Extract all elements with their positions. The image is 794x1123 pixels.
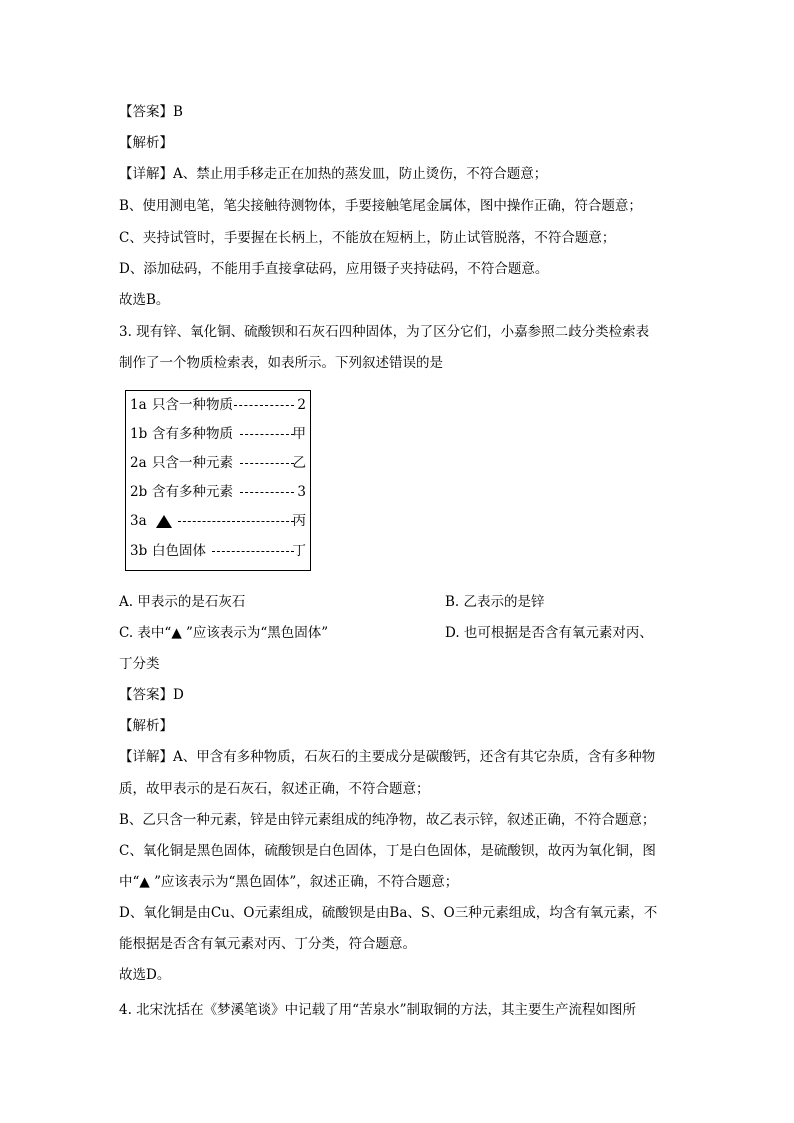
q4-stem: 4. 北宋沈括在《梦溪笔谈》中记载了用“苦泉水”制取铜的方法，其主要生产流程如图所 <box>119 1002 636 1018</box>
key-result: 乙 <box>292 455 306 471</box>
q3-option-b[interactable]: B. 乙表示的是锌 <box>445 594 545 610</box>
key-row <box>130 511 306 531</box>
q2-detail-d: D、添加砝码，不能用手直接拿砝码，应用镊子夹持砝码，不符合题意。 <box>119 261 549 277</box>
q2-choose: 故选B。 <box>119 292 170 308</box>
key-dots <box>178 521 294 522</box>
triangle-icon <box>156 515 172 528</box>
key-code: 3a <box>130 513 147 529</box>
key-row <box>130 541 306 561</box>
key-text: 白色固体 <box>152 543 206 559</box>
q3-option-d[interactable]: D. 也可根据是否含有氧元素对丙、 <box>445 625 653 641</box>
key-dots <box>240 463 294 464</box>
q3-detail-line2: 质，故甲表示的是石灰石，叙述正确，不符合题意； <box>119 781 430 797</box>
q3-answer: 【答案】D <box>119 687 184 703</box>
q3-detail-c1: C、氧化铜是黑色固体，硫酸钡是白色固体，丁是白色固体，是硫酸钡，故丙为氧化铜，图 <box>119 843 656 859</box>
q3-detail-b: B、乙只含一种元素，锌是由锌元素组成的纯净物，故乙表示锌，叙述正确，不符合题意； <box>119 812 656 828</box>
key-text: 含有多种元素 <box>152 484 233 500</box>
q2-analysis-heading: 【解析】 <box>119 135 173 151</box>
key-text: 只含一种元素 <box>152 455 233 471</box>
key-dots <box>240 434 294 435</box>
key-result: 3 <box>297 484 306 500</box>
q3-analysis-heading: 【解析】 <box>119 718 173 734</box>
key-text: 含有多种物质 <box>152 426 233 442</box>
q3-stem-line1: 3. 现有锌、氧化铜、硫酸钡和石灰石四种固体，为了区分它们，小嘉参照二歧分类检索表 <box>119 324 650 340</box>
q3-detail-line1: 【详解】A、甲含有多种物质，石灰石的主要成分是碳酸钙，还含有其它杂质，含有多种物 <box>119 749 656 765</box>
key-code: 1a <box>130 397 147 413</box>
q3-option-c[interactable]: C. 表中“▲ ”应该表示为“黑色固体” <box>119 625 329 641</box>
key-row <box>130 453 306 473</box>
key-text: 只含一种物质 <box>152 397 233 413</box>
q3-detail-c2: 中“▲ ”应该表示为“黑色固体”，叙述正确，不符合题意； <box>119 874 459 890</box>
key-row <box>130 482 306 502</box>
q3-detail-d2: 能根据是否含有氧元素对丙、丁分类，符合题意。 <box>119 936 416 952</box>
key-code: 1b <box>130 426 148 442</box>
key-code: 2a <box>130 455 147 471</box>
key-result: 丙 <box>292 513 306 529</box>
key-result: 丁 <box>292 543 306 559</box>
q3-choose: 故选D。 <box>119 967 171 983</box>
q3-option-d-cont: 丁分类 <box>119 656 160 672</box>
q3-detail-d1: D、氧化铜是由Cu、O元素组成，硫酸钡是由Ba、S、O三种元素组成，均含有氧元素，不 <box>119 905 658 921</box>
key-code: 2b <box>130 484 148 500</box>
key-row <box>130 395 306 415</box>
classification-key-table <box>125 390 311 571</box>
key-code: 3b <box>130 543 148 559</box>
key-dots <box>234 405 294 406</box>
key-result: 甲 <box>292 426 306 442</box>
key-result: 2 <box>297 397 306 413</box>
q3-stem-line2: 制作了一个物质检索表，如表所示。下列叙述错误的是 <box>119 355 443 371</box>
q2-detail-a: 【详解】A、禁止用手移走正在加热的蒸发皿，防止烫伤，不符合题意； <box>119 166 548 182</box>
q2-detail-c: C、夹持试管时，手要握在长柄上，不能放在短柄上，防止试管脱落，不符合题意； <box>119 230 616 246</box>
key-dots <box>240 492 294 493</box>
q2-answer: 【答案】B <box>119 104 183 120</box>
q3-option-a[interactable]: A. 甲表示的是石灰石 <box>119 594 246 610</box>
key-dots <box>212 551 294 552</box>
key-row <box>130 424 306 444</box>
q2-detail-b: B、使用测电笔，笔尖接触待测物体，手要接触笔尾金属体，图中操作正确，符合题意； <box>119 198 642 214</box>
